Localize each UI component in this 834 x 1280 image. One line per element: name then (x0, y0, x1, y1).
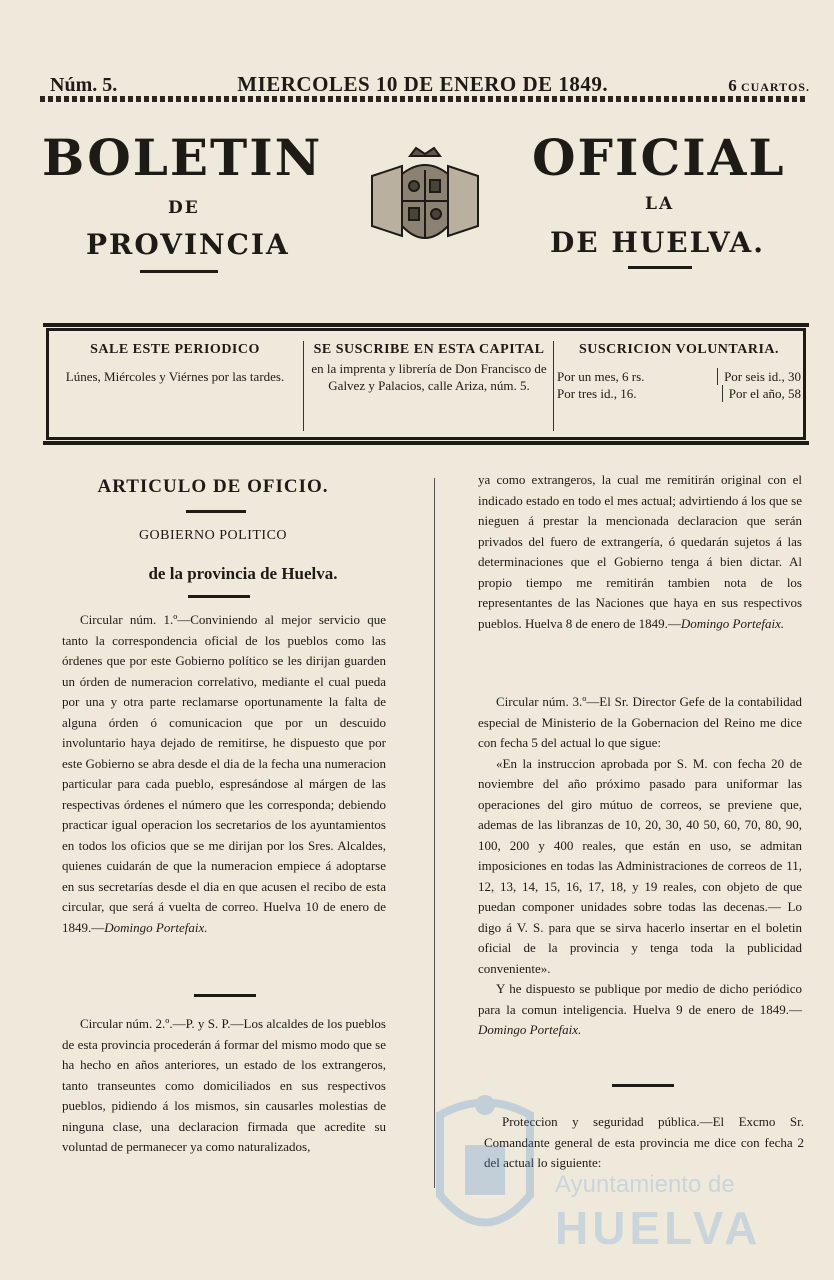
continued-text: ya como extrangeros, la cual me remitirán original con el indicado estado en todo el mes actual; advirtiendo á los que se nieguen á prestar la mencionada declaracion que serán privados del fuero de extrangería, ó quedarán sujetos á las determinaciones que el Gobierno tenga á bien dictar. Al propio tiempo me remitirán tambien nota de los representantes de las Naciones que haya en sus respectivos pueblos. Huelva 8 de enero de 1849.— (478, 472, 802, 631)
circular-2 (62, 1014, 386, 1158)
rate-cell: Por seis id., 30 (717, 368, 801, 385)
box-text-subscribe: en la imprenta y librería de Don Francisco de Galvez y Palacios, calle Ariza, núm. 5. (311, 361, 547, 393)
title-oficial: OFICIAL (532, 128, 786, 187)
office-heading: GOBIERNO POLITICO (138, 528, 288, 543)
circular-1-paragraph (62, 610, 386, 938)
issue-number: Núm. 5. (50, 74, 118, 96)
signature: Domingo Portefaix. (104, 919, 208, 935)
title-de: DE (168, 198, 200, 218)
box-text-periodicity: Lúnes, Miércoles y Viérnes por las tardes. (65, 369, 285, 384)
watermark-line1: Ayuntamiento de (555, 1171, 735, 1198)
circular-3-closing (478, 979, 802, 1041)
signature: Domingo Portefaix. (478, 1022, 582, 1037)
decorative-rule (40, 96, 808, 102)
box-column-rates (557, 341, 801, 402)
separator-rule (194, 994, 256, 997)
rate-cell: Por un mes, 6 rs. (557, 369, 645, 384)
province-heading: de la provincia de Huelva. (148, 564, 338, 583)
watermark (430, 1085, 810, 1255)
rate-cell: Por el año, 58 (722, 385, 801, 402)
box-heading-subscribe: SE SUSCRIBE EN ESTA CAPITAL (313, 342, 545, 357)
subscription-box (46, 328, 806, 440)
box-column-subscribe (309, 341, 549, 394)
section-title: ARTICULO DE OFICIO. (97, 476, 329, 497)
circular-2-paragraph: Circular núm. 2.º.—P. y S. P.—Los alcaldes de los pueblos de esta provincia procederán á formar del mismo modo que se ha hecho en años anteriores, un estado de los extrangeros, tanto transeuntes como domiciliados en sus respectivos pueblos, pidiendo á los mismos, sin causarles molestias de ninguna clase, una declaracion firmada que acredite su voluntad de permanecer ya como naturalizados, (62, 1016, 386, 1154)
circular-3-quote: «En la instruccion aprobada por S. M. con fecha 20 de noviembre del año próximo pasado para uniformar las operaciones del giro mútuo de correos, se previene que, ademas de las libranzas de 10, 20, 30, 40 50, 60, 70, 80, 90, 100, 200 y 400 reales, que están en uso, se admitan imposiciones en todas las Administraciones de correos de 11, 12, 13, 14, 15, 16, 17, 18, y 19 reales, con objeto de que puedan componer unidades sobre todas las decenas.— Lo digo á V. S. para que se sirva hacerlo insertar en el boletin oficial de la provincia y tenga toda la publicidad conveniente». (478, 755, 802, 976)
price-unit: CUARTOS. (740, 80, 810, 94)
title-underline-left (140, 270, 218, 273)
box-heading-periodicity: SALE ESTE PERIODICO (90, 342, 260, 357)
box-divider (303, 341, 304, 431)
rate-cell: Por tres id., 16. (557, 386, 637, 401)
box-heading-rates: SUSCRICION VOLUNTARIA. (578, 342, 779, 357)
rate-row (557, 368, 801, 385)
circular-3-intro: Circular núm. 3.º—El Sr. Director Gefe de la contabilidad especial de Ministerio de la Gobernacion del Reino me dice con fecha 5 del actual lo que sigue: (478, 694, 802, 750)
section-rule (186, 510, 246, 513)
title-boletin: BOLETIN (42, 128, 323, 187)
watermark-line2: HUELVA (555, 1202, 762, 1254)
continued-paragraph (478, 470, 802, 634)
column-divider (434, 478, 435, 1188)
coat-of-arms-icon (362, 146, 488, 256)
title-underline-right (628, 266, 692, 269)
issue-price (728, 76, 810, 96)
circular-2-continued (478, 470, 802, 634)
masthead (50, 72, 810, 94)
price-number: 6 (728, 76, 737, 95)
box-column-periodicity (57, 341, 293, 385)
circular-1 (62, 610, 386, 938)
signature: Domingo Portefaix. (680, 615, 785, 631)
public-safety-paragraph: Proteccion y seguridad pública.—El Excmo Sr. Comandante general de esta provincia me dice con fecha 2 del actual lo siguiente: (484, 1114, 804, 1170)
title-la: LA (645, 194, 675, 214)
circular-3-closing-text: Y he dispuesto se publique por medio de dicho periódico para la comun inteligencia. Huelva 9 de enero de 1849.— (478, 981, 802, 1017)
title-de-huelva: DE HUELVA. (550, 226, 765, 259)
title-provincia: PROVINCIA (86, 228, 290, 261)
rate-row (557, 385, 801, 402)
box-divider (553, 341, 554, 431)
circular-1-text: Circular núm. 1.º—Conviniendo al mejor servicio que tanto la correspondencia oficial de los pueblos como las órdenes que por este Gobierno político se les dirijan guarden un órden de numeracion correlativo, mediante el cual pueda por una y otra parte reclamarse oportunamente la falta de alguna órden ó comunicacion que por un descuido involuntario haya dejado de remitirse, he dispuesto que por este Gobierno se abra desde el dia de la fecha una numeracion particular para cada pueblo, espresándose al márgen de las respectivas órdenes el número que les corresponda; debiendo practicar igual operacion los secretarios de los ayuntamientos en todos los oficios que se me dirijan por los Sres. Alcaldes, quienes cuidarán de que la numeracion empiece á adoptarse en sus secretarías desde el dia en que acusen el recibo de esta circular, que será á vuelta de correo. Huelva 10 de enero de 1849.— (62, 612, 386, 935)
circular-3 (478, 692, 802, 1041)
watermark-crest-icon (430, 1085, 540, 1255)
issue-date: MIERCOLES 10 DE ENERO DE 1849. (237, 72, 609, 96)
section-rule (188, 595, 250, 598)
